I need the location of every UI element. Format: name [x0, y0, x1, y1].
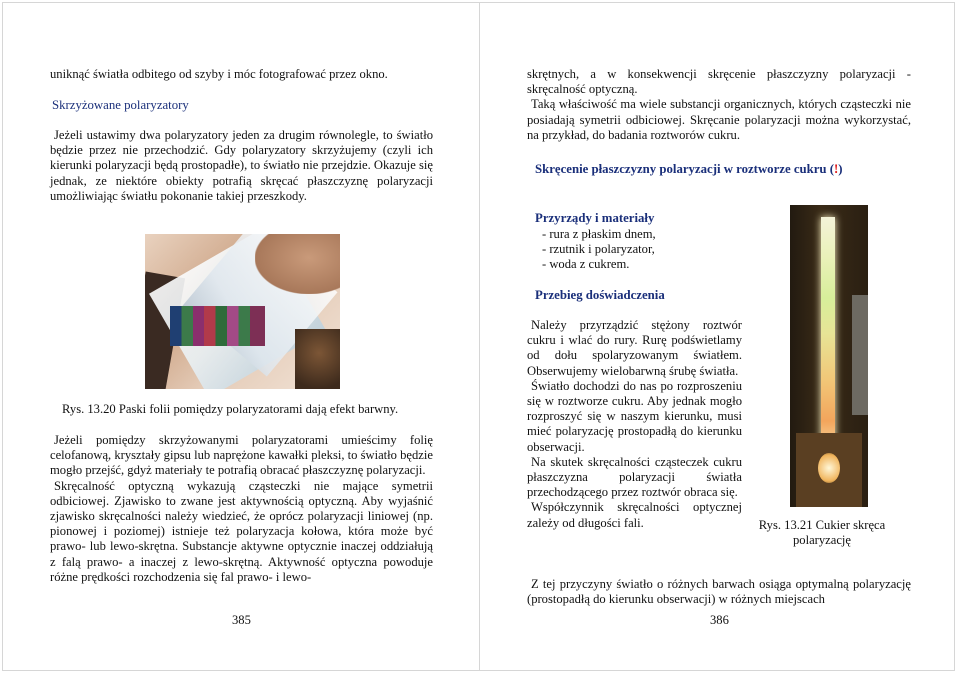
heading-crossed-polarizers: Skrzyżowane polaryzatory — [52, 98, 189, 112]
paragraph-top-1: skrętnych, a w konsekwencji skręcenie płaszczyzny polaryzacji - skręcalność optyczną. — [527, 67, 911, 97]
figure-caption-line-1: Rys. 13.21 Cukier skręca — [758, 518, 886, 532]
paragraph-3-text: Skręcalność optyczną wykazują cząsteczki nie mające symetrii odbiciowej. Zjawisko to zwane jest aktywnością optyczną. Aby wyjaśnić zjawisko skręcalności należy wiedzieć, że oprócz polaryzacji liniowej (np. pionowej i poziomej) istnieje też polaryzacja kołowa, która może być prawo- lub lewo-skrętna. Substancje aktywne optycznie inaczej oddziałują z falą prawo- a inaczej z lewo-skrętną. Aktywność optyczna powoduje różne prędkości rozchodzenia się fal prawo- i lewo- — [50, 478, 433, 584]
paragraph-1-text: Jeżeli ustawimy dwa polaryzatory jeden za drugim równolegle, to światło będzie przez nie przechodzić. Gdy polaryzatory skrzyżujemy (czyli ich kierunki polaryzacji będą prostopadłe), to światło nie przejdzie. Okazuje się jednak, ze niektóre obiekty potrafią skręcać płaszczyznę polaryzacji umożliwiając światłu pokonanie takiej przeszkody. — [50, 128, 433, 203]
materials-item: - rzutnik i polaryzator, — [542, 242, 655, 257]
paragraph-1 — [50, 128, 433, 204]
figure-caption-13-20: Rys. 13.20 Paski folii pomiędzy polaryzatorami dają efekt barwny. — [62, 402, 399, 416]
procedure-para-1: Należy przyrządzić stężony roztwór cukru i wlać do rury. Rurę podświetlamy od dołu spolaryzowanym światłem. Obserwujemy wielobarwną śrubę światła. — [527, 318, 742, 378]
figure-caption-13-21 — [752, 518, 892, 548]
glowing-tube — [821, 217, 835, 449]
paragraph-top-2: Taką właściwość ma wiele substancji organicznych, których cząsteczki nie posiadają symetrii odbiciowej. Skręcanie polaryzacji można wykorzystać, na przykład, do badania roztworów cukru. — [527, 97, 911, 142]
final-paragraph — [527, 577, 911, 607]
materials-item: - woda z cukrem. — [542, 257, 630, 272]
polarizer-photo — [145, 234, 340, 389]
intro-line: uniknąć światła odbitego od szyby i móc fotografować przez okno. — [50, 67, 388, 81]
exclamation-mark: ! — [834, 162, 839, 176]
procedure-para-3: Na skutek skręcalności cząsteczek cukru płaszczyzna polaryzacji światła przechodzącego przez roztwór obraca się. — [527, 454, 742, 500]
colored-foil-strips — [170, 306, 265, 346]
paragraph-2-text: Jeżeli pomiędzy skrzyżowanymi polaryzatorami umieścimy folię celofanową, kryształy gipsu lub naprężone kawałki pleksi, to światło będzie mogło przejść, gdyż materiały te potrafią obracać płaszczyznę polaryzacji. — [50, 433, 433, 478]
heading-sugar-text: Skręcenie płaszczyzny polaryzacji w roztworze cukru ( — [535, 162, 834, 176]
materials-item: - rura z płaskim dnem, — [542, 227, 656, 241]
sugar-tube-photo — [790, 205, 868, 507]
procedure-para-2: Światło dochodzi do nas po rozproszeniu się w roztworze cukru. Aby jednak mogło rozproszyć się w naszym kierunku, musi mieć polaryzację prostopadłą do kierunku obserwacji. — [527, 378, 742, 454]
procedure-para-4: Współczynnik skręcalności optycznej zależy od długości fali. — [527, 500, 742, 530]
heading-sugar-rotation — [535, 162, 843, 177]
page-divider — [479, 2, 480, 671]
background-wall — [852, 295, 868, 415]
heading-materials: Przyrządy i materiały — [535, 211, 655, 225]
paragraph-2 — [50, 433, 433, 585]
right-top-paragraphs — [527, 67, 911, 143]
hand-shadow — [295, 329, 340, 389]
page-number-left: 385 — [232, 613, 251, 627]
heading-procedure: Przebieg doświadczenia — [535, 288, 665, 302]
hand — [255, 234, 340, 294]
final-paragraph-text: Z tej przyczyny światło o różnych barwach osiąga optymalną polaryzację (prostopadłą do kierunku obserwacji) w różnych miejscach — [527, 577, 911, 607]
heading-sugar-close: ) — [838, 162, 843, 176]
figure-caption-line-2: polaryzację — [792, 533, 852, 548]
materials-list — [542, 227, 742, 273]
projector-light — [818, 453, 840, 483]
procedure-paragraphs — [527, 318, 742, 531]
page-number-right: 386 — [710, 613, 729, 627]
